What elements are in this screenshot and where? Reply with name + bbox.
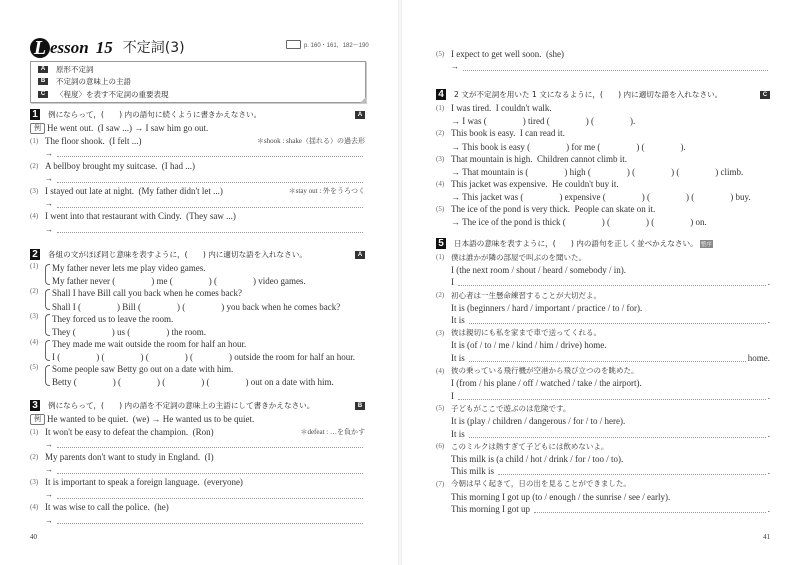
word-list-text: I (from / his plane / off / watched / take / the airport). — [451, 378, 642, 389]
word-list-text: I (the next room / shout / heard / somebody / in). — [451, 264, 626, 275]
exercise-number: 2 — [30, 249, 40, 260]
arrow-icon: → — [451, 62, 459, 72]
rewrite-sentence-with-blanks[interactable] — [52, 375, 365, 388]
exercise-number: 5 — [436, 238, 446, 249]
question-number: (3) — [30, 478, 39, 487]
topic-badge: B — [38, 78, 48, 85]
answer-line[interactable] — [534, 505, 766, 513]
lesson-title — [30, 34, 185, 58]
question-row — [436, 48, 770, 61]
grammar-point-badge: C — [760, 91, 770, 99]
answer-row — [30, 514, 365, 527]
question-text: My parents don't want to study in England. (I) — [45, 452, 214, 463]
right-page — [400, 0, 800, 565]
question-text: It was wise to call the police. (he) — [45, 502, 169, 513]
word-list-row — [436, 264, 770, 277]
answer-row — [436, 352, 770, 365]
word-list-row — [436, 453, 770, 466]
answer-line[interactable] — [458, 278, 766, 286]
sentence-text: Betty ( ) ( ) ( ) ( ) out on a date with him. — [52, 377, 334, 388]
arrow-icon: → — [45, 174, 53, 184]
word-list-row — [436, 415, 770, 428]
answer-row — [30, 223, 365, 236]
original-sentence — [52, 262, 365, 275]
original-sentence — [52, 287, 365, 300]
sentence-text: They ( ) us ( ) the room. — [52, 326, 206, 337]
question-number: (4) — [30, 503, 39, 512]
question-pair — [30, 312, 365, 337]
answer-row — [436, 314, 770, 327]
topic-badge: A — [38, 66, 48, 73]
question-row — [30, 476, 365, 489]
question-row — [436, 327, 770, 340]
sentence-text: They forced us to leave the room. — [52, 313, 174, 324]
word-list-text: It is (play / children / dangerous / for / to / here). — [451, 416, 626, 427]
exercise-number: 4 — [436, 89, 446, 100]
answer-prefix: I — [451, 277, 454, 288]
question-lines — [52, 312, 365, 337]
question-row — [30, 185, 365, 198]
question-text: 子どもがここで遊ぶのは危険です。 — [451, 403, 571, 413]
question-lines — [52, 363, 365, 388]
topic-badge: C — [38, 91, 48, 98]
topic-item — [38, 88, 365, 101]
answer-row — [436, 503, 770, 516]
answer-line[interactable] — [458, 392, 766, 400]
exercise-5 — [436, 236, 770, 515]
word-list-row — [436, 301, 770, 314]
exercise-2 — [30, 247, 365, 388]
answer-suffix: . — [767, 277, 770, 288]
answer-prefix: I — [451, 390, 454, 401]
question-number: (5) — [436, 50, 445, 59]
question-row — [30, 426, 365, 439]
answer-line[interactable] — [498, 467, 766, 475]
word-list-row — [436, 490, 770, 503]
exercise-header — [30, 107, 365, 122]
question-number: (1) — [30, 136, 39, 145]
vocab-note: ＊stay out : 外をうろつく — [288, 187, 365, 196]
answer-prefix: It is — [451, 353, 465, 364]
arrow-icon: → — [45, 148, 53, 158]
question-number: (1) — [436, 253, 445, 262]
fill-in-text: → That mountain is ( ) high ( ) ( ) ( ) climb. — [451, 166, 744, 177]
lesson-word: esson — [50, 38, 89, 57]
exercise-instruction: 各組の文がほぼ同じ意味を表すように，( ) 内に適切な語を入れなさい。 — [48, 250, 307, 259]
answer-row — [436, 465, 770, 478]
question-number: (2) — [30, 162, 39, 171]
page-number: 40 — [30, 533, 37, 541]
question-text: 今朝は早く起きて，日の出を見ることができました。 — [451, 479, 631, 489]
question-row — [436, 478, 770, 491]
word-list-text: It is (of / to / me / kind / him / drive) home. — [451, 340, 607, 351]
word-list-row — [436, 339, 770, 352]
fill-in-text: → This book is easy ( ) for me ( ) ( ). — [451, 141, 686, 152]
fill-in-row[interactable] — [436, 215, 770, 228]
question-text: This book is easy. I can read it. — [451, 128, 565, 139]
rewrite-sentence-with-blanks[interactable] — [52, 325, 365, 338]
question-text: The ice of the pond is very thick. People can skate on it. — [451, 204, 656, 215]
question-text: It is important to speak a foreign language. (everyone) — [45, 477, 243, 488]
question-text: 彼は親切にも私を家まで車で送ってくれる。 — [451, 328, 601, 338]
question-row — [30, 210, 365, 223]
question-text: A bellboy brought my suitcase. (I had ...) — [45, 161, 195, 172]
sentence-text: My father never lets me play video games. — [52, 263, 206, 274]
rewrite-sentence-with-blanks[interactable] — [52, 275, 365, 288]
question-row — [436, 127, 770, 140]
question-number: (7) — [436, 479, 445, 488]
question-row — [436, 289, 770, 302]
example-label: 例 — [30, 414, 45, 425]
book-icon — [286, 40, 301, 49]
answer-line[interactable] — [57, 149, 363, 157]
question-number: (4) — [30, 337, 39, 346]
question-row — [30, 160, 365, 173]
answer-line[interactable] — [57, 175, 363, 183]
exercise-instruction: 例にならって，( ) 内の語句に続くように書きかえなさい。 — [48, 110, 262, 119]
grammar-point-badge: B — [355, 402, 365, 410]
exercise-instruction: 2 文が不定詞を用いた 1 文になるように，( ) 内に適切な語を入れなさい。 — [454, 90, 723, 99]
exercise-header — [436, 236, 770, 251]
question-row — [436, 102, 770, 115]
exercise-3 — [30, 398, 365, 526]
exercise-number: 1 — [30, 109, 40, 120]
question-row — [436, 178, 770, 191]
answer-prefix: It is — [451, 428, 465, 439]
question-row — [436, 251, 770, 264]
fill-in-text: → The ice of the pond is thick ( ) ( ) ( ) on. — [451, 217, 707, 228]
answer-prefix: This morning I got up — [451, 504, 530, 515]
question-text: I went into that restaurant with Cindy. (They saw ...) — [45, 211, 236, 222]
fill-in-row[interactable] — [436, 190, 770, 203]
topic-item — [38, 63, 365, 76]
question-pair — [30, 338, 365, 363]
arrow-icon: → — [45, 199, 53, 209]
question-text: The floor shook. (I felt ...) — [45, 135, 142, 146]
answer-line[interactable] — [57, 225, 363, 233]
topic-text: 不定詞の意味上の主語 — [56, 77, 131, 87]
answer-line[interactable] — [57, 516, 363, 524]
fill-in-row[interactable] — [436, 115, 770, 128]
word-list-text: It is (beginners / hard / important / practice / to / for). — [451, 302, 643, 313]
topics-box — [30, 61, 366, 103]
example-row — [30, 122, 365, 135]
exercise-header — [30, 247, 365, 262]
answer-suffix: . — [767, 390, 770, 401]
question-number: (2) — [436, 129, 445, 138]
exercise-1 — [30, 107, 365, 235]
question-number: (5) — [30, 362, 39, 371]
sentence-text: Shall I have Bill call you back when he comes back? — [52, 288, 242, 299]
exercise-header — [30, 398, 365, 413]
question-text: I was tired. I couldn't walk. — [451, 103, 552, 114]
brace-bracket — [45, 365, 50, 386]
question-row — [30, 451, 365, 464]
brace-bracket — [45, 264, 50, 285]
answer-line[interactable] — [463, 63, 768, 71]
sentence-text: Shall I ( ) Bill ( ) ( ) you back when he comes back? — [52, 301, 341, 312]
original-sentence — [52, 312, 365, 325]
answer-row — [30, 463, 365, 476]
question-row — [436, 364, 770, 377]
question-row — [436, 203, 770, 216]
arrow-icon: → — [45, 465, 53, 475]
exercise-3-continued — [436, 48, 770, 73]
exercise-number: 3 — [30, 400, 40, 411]
arrow-icon: → — [45, 439, 53, 449]
topic-item — [38, 76, 365, 89]
exercise-instruction: 日本語の意味を表すように，( ) 内の語句を正しく並べかえなさい。 — [454, 239, 698, 248]
answer-row — [30, 147, 365, 160]
exercise-instruction: 例にならって，( ) 内の語を不定詞の意味上の主語にして書きかえなさい。 — [48, 401, 315, 410]
original-sentence — [52, 338, 365, 351]
answer-line[interactable] — [469, 316, 766, 324]
answer-row — [436, 427, 770, 440]
question-lines — [52, 262, 365, 287]
question-number: (6) — [436, 442, 445, 451]
question-number: (1) — [30, 262, 39, 270]
arrow-icon: → — [45, 515, 53, 525]
example-text: He went out. (I saw ...) → I saw him go out. — [47, 123, 209, 134]
brace-bracket — [45, 340, 50, 361]
exercise-4 — [436, 87, 770, 228]
answer-prefix: It is — [451, 315, 465, 326]
question-row — [30, 501, 365, 514]
reference-pages: p. 160・161，182～190 — [304, 43, 369, 49]
question-number: (4) — [436, 366, 445, 375]
word-list-row — [436, 377, 770, 390]
vocab-note: ＊defeat : …を負かす — [300, 427, 365, 436]
question-number: (2) — [30, 287, 39, 296]
answer-suffix: . — [767, 504, 770, 515]
question-text: 彼の乗っている飛行機が空港から飛び立つのを眺めた。 — [451, 366, 639, 376]
question-number: (1) — [436, 104, 445, 113]
original-sentence — [52, 363, 365, 376]
answer-line[interactable] — [57, 491, 363, 499]
exercise-header — [436, 87, 770, 102]
question-text: 僕は誰かが隣の部屋で叫ぶのを聞いた。 — [451, 252, 586, 262]
answer-row — [436, 276, 770, 289]
answer-row — [436, 390, 770, 403]
fill-in-row[interactable] — [436, 140, 770, 153]
lesson-number: 15 — [95, 38, 113, 57]
reference — [286, 40, 369, 49]
sentence-text: My father never ( ) me ( ) ( ) video games. — [52, 276, 306, 287]
sentence-text: I ( ) ( ) ( ) ( ) outside the room for half an hour. — [52, 351, 355, 362]
question-number: (3) — [30, 187, 39, 196]
question-number: (4) — [436, 179, 445, 188]
answer-prefix: This milk is — [451, 466, 495, 477]
rewrite-sentence-with-blanks[interactable] — [52, 300, 365, 313]
question-number: (3) — [436, 328, 445, 337]
question-lines — [52, 287, 365, 312]
page-curl-decoration — [360, 97, 366, 103]
answer-suffix: . — [767, 315, 770, 326]
answer-line[interactable] — [469, 430, 766, 438]
word-list-text: This morning I got up (to / enough / the sunrise / see / early). — [451, 491, 671, 502]
example-row — [30, 413, 365, 426]
fill-in-text: → This jacket was ( ) expensive ( ) ( ) ( ) buy. — [451, 191, 751, 202]
fill-in-row[interactable] — [436, 165, 770, 178]
example-label: 例 — [30, 123, 45, 134]
rewrite-sentence-with-blanks[interactable] — [52, 350, 365, 363]
lesson-logo: L — [30, 38, 50, 58]
question-row — [436, 152, 770, 165]
answer-suffix: home. — [747, 353, 770, 364]
question-number: (2) — [30, 453, 39, 462]
question-text: 初心者は一生懸命練習することが大切だよ。 — [451, 290, 601, 300]
sentence-text: Some people saw Betty go out on a date with him. — [52, 364, 234, 375]
topic-text: 〈程度〉を表す不定詞の重要表現 — [56, 89, 169, 99]
question-row — [436, 402, 770, 415]
example-text: He wanted to be quiet. (we) → He wanted us to be quiet. — [47, 414, 255, 425]
question-pair — [30, 287, 365, 312]
question-number: (1) — [30, 427, 39, 436]
vocab-note: ＊shook : shake（揺れる）の過去形 — [256, 136, 365, 145]
arrow-icon: → — [45, 490, 53, 500]
question-text: This jacket was expensive. He couldn't buy it. — [451, 178, 619, 189]
question-text: このミルクは熱すぎて子どもには飲めないよ。 — [451, 441, 609, 451]
topic-text: 原形不定詞 — [56, 64, 94, 74]
answer-row — [30, 172, 365, 185]
arrow-icon: → — [45, 224, 53, 234]
sentence-text: They made me wait outside the room for half an hour. — [52, 338, 247, 349]
question-text: That mountain is high. Children cannot climb it. — [451, 153, 627, 164]
brace-bracket — [45, 314, 50, 335]
question-number: (2) — [436, 291, 445, 300]
answer-line[interactable] — [57, 440, 363, 448]
answer-suffix: . — [767, 466, 770, 477]
page-number: 41 — [763, 533, 770, 541]
question-number: (3) — [436, 154, 445, 163]
question-pair — [30, 363, 365, 388]
question-lines — [52, 338, 365, 363]
question-text: I stayed out late at night. (My father didn't let ...) — [45, 186, 223, 197]
answer-row — [30, 198, 365, 211]
grammar-point-badge: A — [355, 251, 365, 259]
answer-row — [436, 61, 770, 74]
answer-row — [30, 489, 365, 502]
word-list-text: This milk is (a child / hot / drink / for / too / to). — [451, 453, 624, 464]
question-text: It won't be easy to defeat the champion. (Ron) — [45, 426, 214, 437]
answer-line[interactable] — [57, 200, 363, 208]
lesson-topic: 不定詞(3) — [122, 40, 185, 56]
fill-in-text: → I was ( ) tired ( ) ( ). — [451, 116, 636, 127]
question-text: I expect to get well soon. (she) — [451, 49, 564, 60]
question-row — [436, 440, 770, 453]
answer-line[interactable] — [469, 354, 746, 362]
answer-row — [30, 438, 365, 451]
exercise-type-badge: 整序 — [700, 241, 712, 248]
question-number: (5) — [436, 404, 445, 413]
brace-bracket — [45, 289, 50, 310]
question-number: (3) — [30, 312, 39, 321]
answer-line[interactable] — [57, 466, 363, 474]
answer-suffix: . — [767, 428, 770, 439]
question-pair — [30, 262, 365, 287]
question-row — [30, 135, 365, 148]
grammar-point-badge: A — [355, 111, 365, 119]
question-number: (5) — [436, 205, 445, 214]
question-number: (4) — [30, 212, 39, 221]
